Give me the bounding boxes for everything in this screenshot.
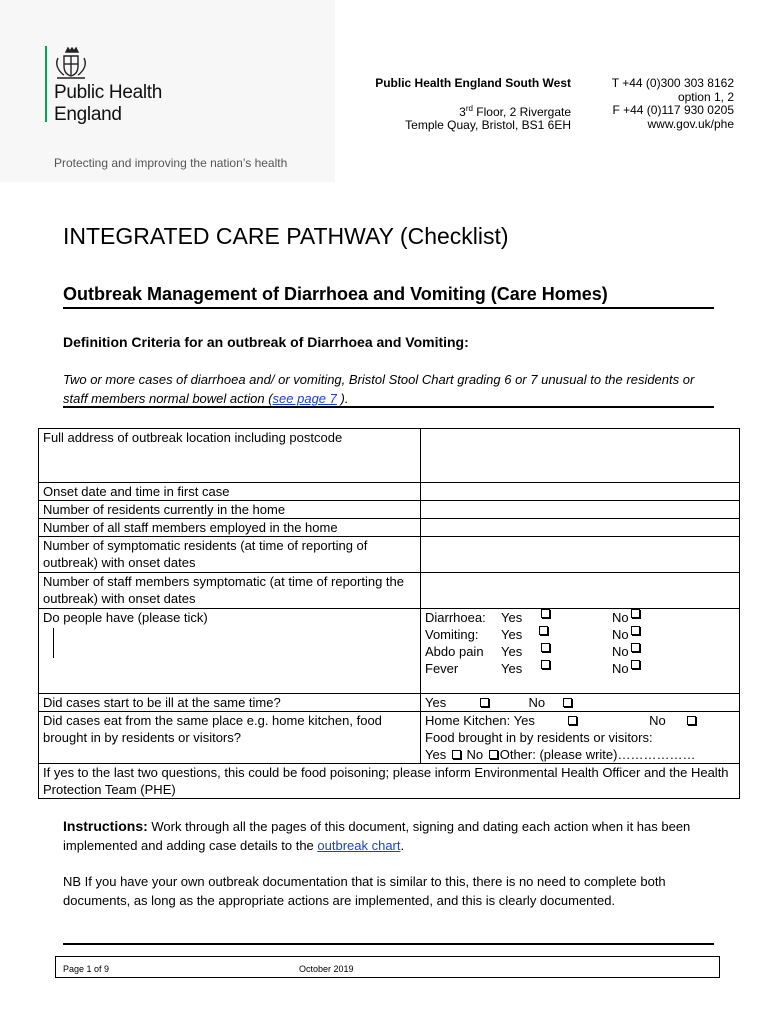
no-label: No: [466, 747, 484, 762]
food-brought-label: Food brought in by residents or visitors:: [425, 730, 653, 745]
yes-label: Yes: [501, 644, 523, 659]
same-time-answer-cell: [421, 694, 740, 712]
see-page-7-link[interactable]: see page 7: [272, 391, 337, 406]
footer-box: [55, 956, 720, 978]
no-label: No: [612, 610, 629, 625]
definition-heading: Definition Criteria for an outbreak of Diarrhoea and Vomiting:: [63, 334, 469, 350]
no-checkbox[interactable]: [631, 609, 640, 618]
symptomatic-staff-label: Number of staff members symptomatic (at time of reporting the outbreak) with onset dates: [39, 573, 421, 609]
symptoms-label-cell: [39, 609, 421, 694]
yes-label: Yes: [501, 627, 523, 642]
nb-note: NB If you have your own outbreak documentation that is similar to this, there is no need to complete both documents, as long as the appropriate actions are implemented, and this is clearly documented.: [63, 874, 666, 908]
website: www.gov.uk/phe: [647, 116, 734, 131]
table-row: [39, 712, 740, 764]
divider: [63, 307, 714, 309]
onset-label: Onset date and time in first case: [39, 483, 421, 501]
symptoms-answer-cell: [421, 609, 740, 694]
yes-checkbox[interactable]: [541, 643, 550, 652]
staff-label: Number of all staff members employed in the home: [39, 519, 421, 537]
instructions: Instructions: Work through all the pages of this document, signing and dating each action when it has been implemented and adding case details to the outbreak chart.: [63, 818, 691, 853]
symptom-row-vomiting: [425, 626, 735, 643]
address-block: [375, 77, 571, 133]
document-subtitle: Outbreak Management of Diarrhoea and Vomiting (Care Homes): [63, 284, 608, 304]
no-checkbox[interactable]: [631, 660, 640, 669]
org-name-line1: Public Health: [54, 82, 163, 103]
yes-label: Yes: [425, 695, 447, 710]
eat-label: Did cases eat from the same place e.g. home kitchen, food brought in by residents or visitors?: [39, 712, 421, 764]
table-row: [39, 609, 740, 694]
other-write-in[interactable]: Other: (please write)………………: [499, 747, 696, 762]
org-name-line2: England: [54, 104, 122, 125]
food-poisoning-note: If yes to the last two questions, this could be food poisoning; please inform Environmental Health Officer and the Health Protection Team (PHE): [39, 764, 740, 799]
no-checkbox[interactable]: [631, 643, 640, 652]
no-label: No: [528, 695, 546, 710]
no-label: No: [649, 713, 666, 728]
residents-answer-field[interactable]: [421, 501, 740, 519]
symptomatic-staff-answer-field[interactable]: [421, 573, 740, 609]
address-street: Temple Quay, Bristol, BS1 6EH: [405, 118, 571, 132]
yes-label: Yes: [501, 610, 523, 625]
address-org-name: Public Health England South West: [375, 76, 571, 90]
table-row: [39, 483, 740, 501]
symptom-label: Diarrhoea:: [425, 610, 486, 625]
page-number: Page 1 of 9: [63, 964, 110, 974]
symptom-row-diarrhoea: [425, 609, 735, 626]
home-kitchen-yes-checkbox[interactable]: [568, 716, 577, 725]
contact-block: [612, 77, 734, 131]
table-row: [39, 764, 740, 799]
royal-crest-icon: [52, 44, 90, 82]
divider: [63, 943, 714, 945]
same-time-label: Did cases start to be ill at the same time?: [39, 694, 421, 712]
text-cursor: [53, 628, 54, 658]
yes-checkbox[interactable]: [541, 660, 550, 669]
logo-area: [0, 0, 335, 182]
table-row: [39, 519, 740, 537]
table-row: [39, 537, 740, 573]
table-row: [39, 694, 740, 712]
no-label: No: [612, 644, 629, 659]
symptoms-label: Do people have (please tick): [43, 610, 208, 625]
table-row: [39, 501, 740, 519]
outbreak-checklist-table: [38, 428, 740, 799]
document-title: INTEGRATED CARE PATHWAY (Checklist): [63, 223, 509, 249]
yes-checkbox[interactable]: [539, 626, 548, 635]
symptom-label: Abdo pain: [425, 644, 484, 659]
no-checkbox[interactable]: [563, 698, 572, 707]
staff-answer-field[interactable]: [421, 519, 740, 537]
yes-label: Yes: [425, 747, 447, 762]
symptom-row-fever: [425, 660, 735, 677]
yes-checkbox[interactable]: [480, 698, 489, 707]
telephone: T +44 (0)300 303 8162: [611, 76, 734, 90]
symptom-label: Fever: [425, 661, 459, 676]
brand-bar: [45, 46, 47, 122]
no-label: No: [612, 661, 629, 676]
residents-label: Number of residents currently in the home: [39, 501, 421, 519]
no-label: No: [612, 627, 629, 642]
symptom-label: Vomiting:: [425, 627, 479, 642]
footer-date: October 2019: [299, 964, 354, 974]
address-answer-field[interactable]: [421, 429, 740, 483]
food-brought-yes-checkbox[interactable]: [452, 750, 461, 759]
home-kitchen-row: [425, 712, 735, 729]
address-label: Full address of outbreak location including postcode: [39, 429, 421, 483]
instructions-label: Instructions:: [63, 818, 148, 834]
symptom-row-abdo-pain: [425, 643, 735, 660]
symptomatic-residents-answer-field[interactable]: [421, 537, 740, 573]
home-kitchen-no-checkbox[interactable]: [687, 716, 696, 725]
tagline: Protecting and improving the nation’s health: [54, 156, 288, 170]
food-brought-row: [425, 746, 735, 763]
table-row: [39, 429, 740, 483]
home-kitchen-label: Home Kitchen: Yes: [425, 713, 535, 728]
telephone-option: option 1, 2: [677, 89, 734, 104]
outbreak-chart-link[interactable]: outbreak chart: [317, 838, 401, 853]
address-floor: 3rd Floor, 2 Rivergate: [459, 103, 571, 119]
onset-answer-field[interactable]: [421, 483, 740, 501]
symptomatic-residents-label: Number of symptomatic residents (at time of reporting of outbreak) with onset dates: [39, 537, 421, 573]
fax: F +44 (0)117 930 0205: [612, 103, 734, 117]
yes-label: Yes: [501, 661, 523, 676]
food-brought-no-checkbox[interactable]: [489, 750, 498, 759]
table-row: [39, 573, 740, 609]
divider: [63, 406, 714, 408]
definition-text: Two or more cases of diarrhoea and/ or vomiting, Bristol Stool Chart grading 6 or 7 unusual to the residents or staff members normal bowel action (see page 7 ).: [63, 372, 695, 406]
yes-checkbox[interactable]: [541, 609, 550, 618]
eat-answer-cell: [421, 712, 740, 764]
no-checkbox[interactable]: [631, 626, 640, 635]
